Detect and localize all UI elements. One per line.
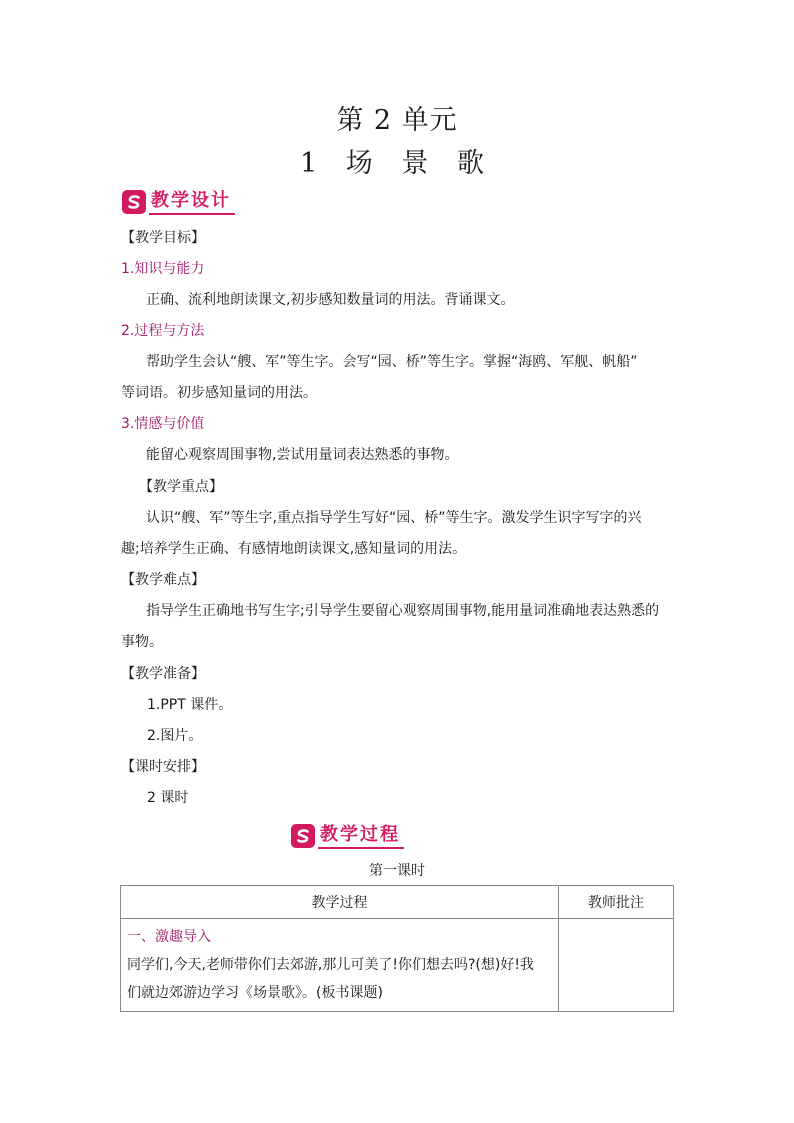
teaching-process-header [291, 822, 404, 850]
process-cell [121, 919, 559, 1012]
section-logo-icon [122, 190, 146, 214]
process-text-line1: 帮助学生会认“艘、军”等生字。会写“园、桥”等生字。掌握“海鸥、军舰、帆船” [146, 354, 638, 370]
difficulties-line1: 指导学生正确地书写生字;引导学生要留心观察周围事物,能用量词准确地表达熟悉的 [146, 603, 660, 619]
preparation-heading: 【教学准备】 [121, 666, 205, 682]
knowledge-text: 正确、流利地朗读课文,初步感知数量词的用法。背诵课文。 [146, 292, 515, 308]
period-label: 第一课时 [369, 863, 425, 879]
section-logo-icon [291, 824, 315, 848]
preparation-item: 1.PPT 课件。 [147, 697, 233, 713]
objectives-heading: 【教学目标】 [121, 230, 205, 246]
key-points-line2: 趣;培养学生正确、有感情地朗读课文,感知量词的用法。 [121, 541, 467, 557]
key-points-heading: 【教学重点】 [139, 479, 223, 495]
lesson-title: 1 场 景 歌 [300, 148, 494, 179]
header-notes: 教师批注 [559, 886, 674, 919]
emotion-title: 3.情感与价值 [121, 416, 205, 432]
emotion-text: 能留心观察周围事物,尝试用量词表达熟悉的事物。 [146, 447, 459, 463]
preparation-item: 2.图片。 [147, 728, 203, 744]
step-text-line1: 同学们,今天,老师带你们去郊游,那儿可美了!你们想去吗?(想)好!我 [127, 957, 534, 973]
table-header-row [121, 886, 674, 919]
process-text-line2: 等词语。初步感知量词的用法。 [121, 385, 317, 401]
notes-cell [559, 919, 674, 1012]
schedule-heading: 【课时安排】 [121, 759, 205, 775]
difficulties-line2: 事物。 [121, 634, 163, 650]
header-process: 教学过程 [121, 886, 559, 919]
unit-title: 第 2 单元 [336, 105, 458, 136]
section-label: 教学设计 [149, 190, 235, 215]
step-title: 一、激趣导入 [127, 929, 211, 945]
table-row [121, 919, 674, 1012]
process-title: 2.过程与方法 [121, 323, 205, 339]
schedule-text: 2 课时 [147, 790, 189, 806]
key-points-line1: 认识“艘、军”等生字,重点指导学生写好“园、桥”等生字。激发学生识字写字的兴 [146, 510, 642, 526]
difficulties-heading: 【教学难点】 [121, 572, 205, 588]
teaching-process-table [120, 885, 674, 1012]
section-label: 教学过程 [318, 824, 404, 849]
teaching-design-header [122, 188, 235, 216]
step-text-line2: 们就边郊游边学习《场景歌》。(板书课题) [127, 985, 383, 1001]
knowledge-title: 1.知识与能力 [121, 261, 205, 277]
